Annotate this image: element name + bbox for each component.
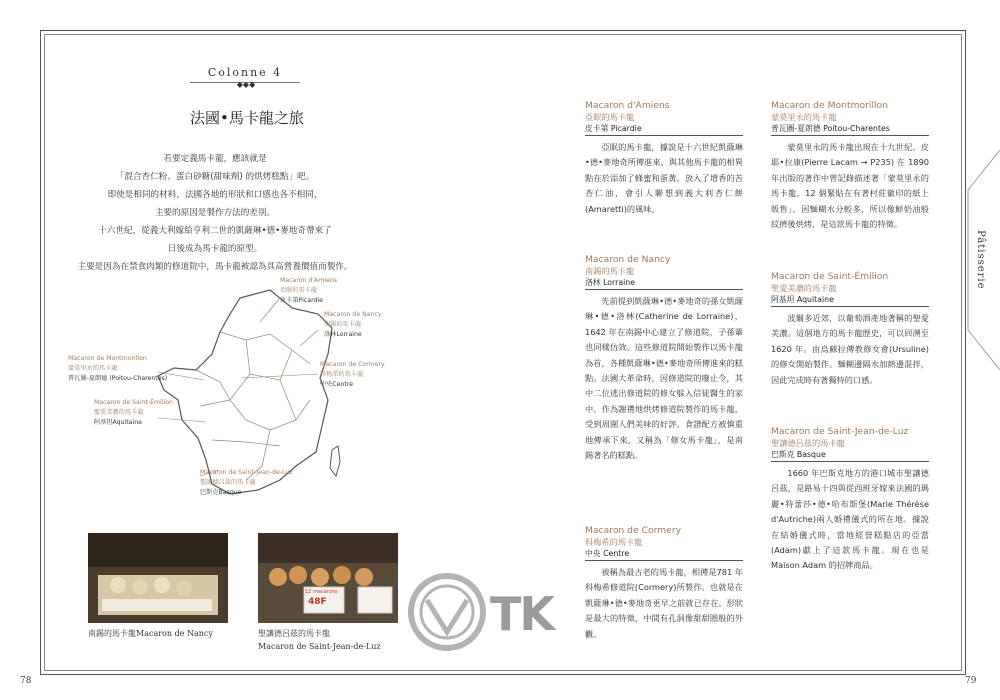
entry-nancy <box>585 254 743 463</box>
entry-body: 蒙莫里永的馬卡龍出現在十九世紀。皮耶•拉康(Pierre Lacam → P235) 在 1890 年出版的著作中曾記錄描述著「蒙莫里永的馬卡龍，12 個緊貼在有著村莊徽印的紙上販售」。因麵糊水分較多，所以像鮮奶油般紋擠後烘烤，是這款馬卡龍的特徵。 <box>771 142 929 230</box>
entry-body: 先前提到凱薩琳•德•麥地奇的孫女凱薩琳•德•洛林(Catherine de Lorraine)，1642 年在南錫中心建立了修道院，子孫輩也同樣仿效。這些修道院開始製作以馬卡龍為首，各種凱薩琳•德•麥地奇所傳進來的糕點。法國大革命時，因修道院的廢止令，其中二位逃出修道院的修女躲入信徒醫生的家中。作為謝禮地烘烤修道院製作的馬卡龍，受到周圍人們美味的好評。食譜配方被慎重地傳承下來，又稱為「修女馬卡龍」，是南錫著名的糕點。 <box>585 296 743 461</box>
page-number-right: 79 <box>965 676 977 686</box>
intro-line: 「混合杏仁粉、蛋白砂糖(甜味劑) 的烘烤糕點」吧。 <box>115 172 315 182</box>
side-tab-label: Pâtisserie <box>975 230 986 290</box>
entry-title-fr: Macaron d'Amiens <box>585 100 670 111</box>
watermark-logo <box>402 572 492 656</box>
entry-saintemilion <box>771 271 929 388</box>
france-map <box>70 270 400 510</box>
watermark-text: TK <box>490 587 554 641</box>
photo-saintjean-image <box>258 533 398 623</box>
entry-montmorillon <box>771 100 929 232</box>
entry-title-fr: Macaron de Nancy <box>585 254 671 265</box>
entry-cormery <box>585 525 743 642</box>
column-ornament: ◆◆◆ <box>236 80 256 89</box>
photo-nancy-macarons <box>88 533 228 623</box>
entry-location: 洛林 Lorraine <box>585 277 743 290</box>
entry-location: 普瓦圖-夏朗德 Poitou-Charentes <box>771 123 929 136</box>
price-tag: 48F <box>308 597 327 607</box>
column-label: Colonne 4 <box>207 66 283 79</box>
entry-title-zh: 南錫的馬卡龍 <box>585 266 635 276</box>
entry-body: 1660 年巴斯克地方的港口城市聖讓德呂茲，是路易十四與從西班牙嫁來法國的瑪麗•特蕾莎•德•哈布斯堡(Marie Thérèse d'Autriche)兩人婚禮儀式的所在地。據說在結婚儀式時，當地經營糕點店的亞當(Adam)獻上了這款馬卡龍。現在也是 Maison Adam 的招牌商品。 <box>771 468 929 571</box>
intro-line: 主要是因為在禁食肉類的修道院中，馬卡龍被認為具高營養價值而製作。 <box>77 262 353 272</box>
intro-line: 即使是相同的材料，法國各地的形狀和口感也各不相同， <box>107 190 323 200</box>
entry-location: 中央 Centre <box>585 548 743 561</box>
map-label-saintjean: Macaron de Saint-Jean-de-Luz 聖讓德呂茲的馬卡龍 巴斯克Basque <box>200 469 293 496</box>
page-number-left: 78 <box>20 676 32 686</box>
page-title: 法國•馬卡龍之旅 <box>190 109 304 127</box>
entry-amiens <box>585 100 743 217</box>
intro-line: 日後成為馬卡龍的原型。 <box>167 244 263 254</box>
entry-title-fr: Macaron de Saint-Jean-de-Luz <box>771 426 909 437</box>
entry-title-fr: Macaron de Cormery <box>585 525 682 536</box>
map-label-montmorillon: Macaron de Montmorillon 蒙莫里永的馬卡龍 普瓦圖-夏朗德 (Poitou-Charentes) <box>68 355 168 382</box>
entry-body: 波爾多近郊，以葡萄酒產地著稱的聖愛美濃。這個地方的馬卡龍歷史，可以回溯至 1620 年。由烏蘇拉傳教修女會(Ursuline)的修女開始製作。麵糊邊隔水加熱邊混拌，因此完成時有著獨特的口感。 <box>771 313 929 385</box>
intro-line: 主要的原因是製作方法的差別。 <box>154 208 276 218</box>
intro-line: 若要定義馬卡龍，應該就是 <box>163 154 267 164</box>
map-label-saintemilion: Macaron de Saint-Émilion 聖愛美濃的馬卡龍 阿基坦Aquitaine <box>94 399 173 426</box>
entry-location: 阿基坦 Aquitaine <box>771 294 929 307</box>
caption-saintjean-fr: Macaron de Saint-Jean-de-Luz <box>258 642 381 651</box>
entry-body: 被稱為最古老的馬卡龍，相傳是781 年科梅希修道院(Cormery)所製作。也就是在凱薩琳•德•麥地奇更早之前就已存在。形狀是最大的特徵，中間有孔洞像甜甜圈般的外觀。 <box>585 567 743 639</box>
map-label-nancy: Macaron de Nancy 南錫的馬卡龍 洛林Lorraine <box>324 311 382 338</box>
intro-text <box>40 150 390 276</box>
intro-line: 十六世紀，從義大利嫁給亨利二世的凱薩琳•德•麥地奇帶來了 <box>98 226 332 236</box>
caption-saintjean-zh: 聖讓德呂茲的馬卡龍 <box>258 629 330 638</box>
photo-saintjean-macarons <box>258 533 398 623</box>
entry-title-fr: Macaron de Montmorillon <box>771 100 889 111</box>
entry-title-zh: 聖愛美濃的馬卡龍 <box>771 283 837 293</box>
entry-location: 皮卡第 Picardie <box>585 123 743 136</box>
entry-body: 亞眠的馬卡龍，據說是十六世紀凱薩琳•德•麥地奇所傳進來，與其他馬卡龍的相異點在於添加了蜂蜜和蛋黃。放入了增香的苦杏仁油，會引人聯想到義大利杏仁餅(Amaretti)的風味。 <box>585 142 743 214</box>
map-label-cormery: Macaron de Cormery 科梅希的馬卡龍 中央Centre <box>320 361 385 388</box>
entry-title-zh: 亞眠的馬卡龍 <box>585 112 635 122</box>
entry-title-zh: 聖讓德呂茲的馬卡龍 <box>771 438 845 448</box>
watermark-emblem <box>402 572 492 652</box>
entry-title-zh: 蒙莫里永的馬卡龍 <box>771 112 837 122</box>
entry-location: 巴斯克 Basque <box>771 449 929 462</box>
entry-saintjean <box>771 426 929 574</box>
price-tag-count: 12 macarons <box>305 589 338 595</box>
entry-title-zh: 科梅希的馬卡龍 <box>585 537 643 547</box>
map-label-amiens: Macaron d'Amiens 亞眠的馬卡龍 皮卡第Picardie <box>280 277 337 304</box>
caption-nancy: 南錫的馬卡龍Macaron de Nancy <box>88 629 213 638</box>
photo-nancy-image <box>88 533 228 623</box>
entry-title-fr: Macaron de Saint-Émilion <box>771 271 889 282</box>
